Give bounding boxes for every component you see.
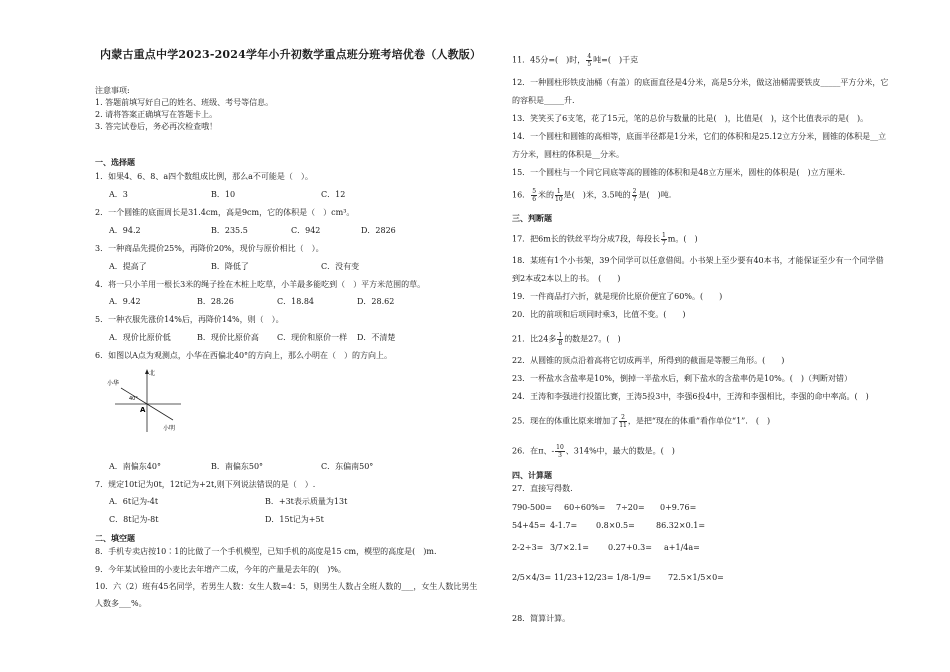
question-2: 2．一个圆锥的底面周长是31.4cm，高是9cm，它的体积是（ ）cm³。 (95, 208, 355, 217)
calc-item: 4-1.7= (550, 521, 578, 530)
option: C．8t记为-8t (109, 515, 159, 524)
denominator: 7 (632, 196, 637, 203)
calc-item: 0.8×0.5= (596, 521, 635, 530)
question-26 (512, 444, 675, 459)
page-title: 内蒙古重点中学2023-2024学年小升初数学重点班分班考培优卷（人教版） (100, 48, 482, 61)
calc-item: 3/7×2.1= (550, 543, 590, 552)
label-angle: 40° (129, 396, 138, 402)
calc-item: 2/5×4/3= (512, 573, 552, 582)
option: A．南偏东40° (109, 462, 161, 471)
numerator: 10 (556, 444, 564, 451)
q11-post: 吨=( )千克 (593, 55, 639, 65)
question-19: 19．一件商品打六折，就是现价比原价便宜了60%。( ) (512, 292, 723, 301)
denominator: 5 (587, 61, 592, 68)
calc-item: 790-500= (512, 503, 552, 512)
label-xiaohua: 小华 (107, 380, 120, 387)
question-12-line-2: 的容积是_____升. (512, 96, 575, 105)
calc-item: 7÷20= (616, 503, 645, 512)
numerator: 5 (532, 188, 537, 195)
question-27: 27．直接写得数. (512, 484, 573, 493)
q16-mid: 米的 (538, 190, 555, 200)
direction-diagram (107, 366, 187, 438)
question-17 (512, 232, 698, 247)
fraction (661, 232, 667, 247)
question-1: 1．如果4、6、8、a四个数组成比例，那么a不可能是（ ）。 (95, 172, 313, 181)
q21-post: 的数是27。( ) (564, 334, 621, 344)
question-8: 8．手机专卖店按10∶1的比做了一个手机模型，已知手机的高度是15 cm，模型的高度是( )m. (95, 547, 437, 556)
fraction (619, 414, 627, 429)
fraction (531, 188, 537, 203)
notice-heading: 注意事项: (95, 86, 130, 95)
notice-item: 1. 答题前填写好自己的姓名、班级、考号等信息。 (95, 98, 274, 107)
option: C．东偏南50° (321, 462, 374, 471)
q26-post: 。( ) (652, 446, 675, 456)
option: D．2826 (361, 226, 396, 235)
q11-pre: 11．45分=( )时， (512, 55, 586, 65)
calc-item: 2-2÷3= (512, 543, 544, 552)
pi-symbol: π (538, 446, 544, 456)
question-20: 20．比的前项和后项同时乘3，比值不变。( ) (512, 310, 686, 319)
question-14-line-1: 14．一个圆柱和圆锥的高相等，底面半径都是1分米，它们的体积和是25.12立方分米，圆锥的体积是__立 (512, 132, 887, 141)
numerator: 1 (558, 332, 563, 339)
q16-post: 是( )吨. (638, 190, 672, 200)
option: B．+3t表示质量为13t (265, 497, 348, 506)
question-13: 13．笑笑买了6支笔，花了15元，笔的总价与数量的比是( )，比值是( )，这个比值表示的是( )。 (512, 114, 869, 123)
option: B．现价比原价高 (197, 333, 259, 342)
numerator: 1 (661, 232, 666, 239)
q26-pre: 26．在 (512, 446, 539, 456)
denominator: 8 (558, 340, 563, 347)
question-10-line-1: 10．六（2）班有45名同学，若男生人数：女生人数=4：5，则男生人数占全班人数的___，女生人数比男生 (95, 582, 478, 591)
question-15: 15．一个圆柱与一个同它同底等高的圆锥的体积和是48立方厘米，圆柱的体积是( )立方厘米. (512, 168, 846, 177)
calc-item: 0+9.76= (660, 503, 697, 512)
label-point-a: A (140, 406, 146, 414)
question-5: 5．一种衣服先涨价14%后，再降价14%，则（ ）。 (95, 315, 284, 324)
option: C．现价和原价一样 (277, 333, 348, 342)
section-heading-judge: 三、判断题 (512, 213, 552, 223)
question-6: 6．如图以A点为观测点，小华在西偏北40°的方向上，那么小明在（ ）的方向上。 (95, 351, 393, 360)
question-18-line-2: 到2本或2本以上的书。 ( ) (512, 274, 621, 283)
denominator: 10 (555, 196, 563, 203)
question-11 (512, 53, 638, 68)
calc-item: 11/23+12/23= (554, 573, 614, 582)
numerator: 1 (556, 188, 561, 195)
question-14-line-2: 方分米，圆柱的体积是__分米。 (512, 150, 624, 159)
fraction (586, 53, 592, 68)
calc-item: 86.32×0.1= (656, 521, 706, 530)
q17-post: m。( ) (667, 234, 698, 244)
q16-pre: 16． (512, 190, 531, 200)
option: B．降低了 (211, 262, 249, 271)
calc-item: 54+45= (512, 521, 546, 530)
question-25 (512, 414, 770, 429)
q21-pre: 21．比24多 (512, 334, 557, 344)
option: C．942 (291, 226, 321, 235)
question-28: 28．简算计算。 (512, 614, 571, 623)
question-7: 7．规定10t记为0t，12t记为+2t,则下列说法错误的是（ ）. (95, 480, 316, 489)
section-heading-calc: 四、计算题 (512, 470, 552, 480)
question-24: 24．王涛和李强进行投篮比赛，王涛5投3中，李强6投4中，王涛和李强相比，李强的命中率高。( ) (512, 392, 869, 401)
option: B．28.26 (197, 297, 234, 306)
question-18-line-1: 18．某班有1个小书架，39个同学可以任意借阅。小书架上至少要有40本书，才能保证至少有一个同学借 (512, 256, 884, 265)
option: C．12 (321, 190, 346, 199)
fraction (632, 188, 638, 203)
numerator: 2 (632, 188, 637, 195)
denominator: 11 (619, 422, 627, 429)
option: D．15t记为+5t (265, 515, 324, 524)
option: B．南偏东50° (211, 462, 264, 471)
option: D．28.62 (357, 297, 395, 306)
label-xiaoming: 小明 (163, 425, 176, 432)
calc-item: 0.27+0.3= (608, 543, 652, 552)
ray-xiaoming (147, 404, 173, 420)
notice-item: 2. 请将答案正确填写在答题卡上。 (95, 110, 218, 119)
calc-item: 1/8-1/9= (616, 573, 652, 582)
q16-mid: 是( )米，3.5吨的 (563, 190, 631, 200)
notice-item: 3. 答完试卷后，务必再次检查哦！ (95, 122, 218, 131)
calc-item: a+1/4a= (664, 543, 700, 552)
section-heading-choice: 一、选择题 (95, 157, 135, 167)
option: A．94.2 (109, 226, 141, 235)
question-4: 4．将一只小羊用一根长3米的绳子拴在木桩上吃草，小羊最多能吃到（ ）平方米范围的草。 (95, 280, 426, 289)
option: D．不清楚 (357, 333, 396, 342)
calc-item: 60÷60%= (564, 503, 606, 512)
option: A．现价比原价低 (109, 333, 171, 342)
question-23: 23．一杯盐水含盐率是10%，倒掉一半盐水后，剩下盐水的含盐率仍是10%。( )（判断对错） (512, 374, 852, 383)
option: C．18.84 (277, 297, 315, 306)
option: C．没有变 (321, 262, 360, 271)
option: B．10 (211, 190, 236, 199)
numerator: 4 (587, 53, 592, 60)
option: B．235.5 (211, 226, 248, 235)
question-12-line-1: 12．一种圆柱形铁皮油桶（有盖）的底面直径是4分米，高是5分米，做这油桶需要铁皮_____平方分米，它 (512, 78, 889, 87)
calc-item: 72.5×1/5×0= (668, 573, 724, 582)
fraction (555, 188, 563, 203)
q26-mid: 、314%中，最大的数是 (565, 446, 653, 456)
fraction (557, 332, 563, 347)
option: A．3 (109, 190, 128, 199)
question-22: 22．从圆锥的顶点沿着高将它切成两半，所得到的截面是等腰三角形。( ) (512, 356, 785, 365)
question-16 (512, 188, 671, 203)
question-9: 9．今年某试验田的小麦比去年增产二成，今年的产量是去年的( )%。 (95, 565, 346, 574)
q26-sep: 、- (543, 446, 555, 456)
numerator: 2 (621, 414, 625, 421)
section-heading-fill: 二、填空题 (95, 533, 135, 543)
question-10-line-2: 人数多___%。 (95, 599, 147, 608)
denominator: 7 (661, 240, 666, 247)
question-21 (512, 332, 621, 347)
question-3: 3．一种商品先提价25%，再降价20%，现价与原价相比（ ）。 (95, 244, 324, 253)
q25-pre: 25．现在的体重比原来增加了 (512, 416, 619, 426)
option: A．6t记为-4t (109, 497, 159, 506)
denominator: 6 (532, 196, 537, 203)
label-north: 北 (149, 370, 156, 377)
option: A．9.42 (109, 297, 141, 306)
q25-post: ，是把“现在的体重”看作单位“1”. ( ) (627, 416, 771, 426)
denominator: 3 (558, 452, 562, 459)
q17-pre: 17．把6m长的铁丝平均分成7段，每段长 (512, 234, 660, 244)
fraction (555, 444, 565, 459)
option: A．提高了 (109, 262, 147, 271)
